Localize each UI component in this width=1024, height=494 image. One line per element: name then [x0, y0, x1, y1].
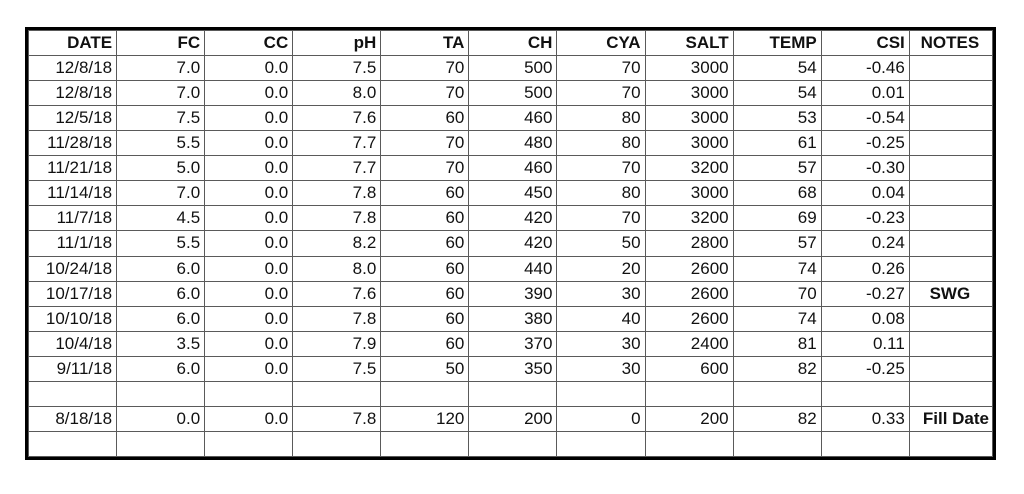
- cell-ch: [469, 381, 557, 406]
- cell-cc: 0.0: [205, 106, 293, 131]
- cell-cc: 0.0: [205, 331, 293, 356]
- cell-temp: 69: [733, 206, 821, 231]
- cell-csi: -0.25: [821, 356, 909, 381]
- table-row: [29, 56, 993, 81]
- cell-cya: [557, 431, 645, 456]
- cell-ta: 60: [381, 306, 469, 331]
- cell-notes: [909, 106, 992, 131]
- cell-ch: 370: [469, 331, 557, 356]
- cell-ta: [381, 431, 469, 456]
- table-row: [29, 431, 993, 456]
- cell-temp: 81: [733, 331, 821, 356]
- cell-cya: [557, 381, 645, 406]
- cell-csi: 0.26: [821, 256, 909, 281]
- cell-fc: 0.0: [117, 406, 205, 431]
- cell-temp: 70: [733, 281, 821, 306]
- table-row: [29, 206, 993, 231]
- cell-temp: 54: [733, 81, 821, 106]
- cell-ph: [293, 431, 381, 456]
- cell-cya: 50: [557, 231, 645, 256]
- cell-salt: 3000: [645, 81, 733, 106]
- cell-fc: 6.0: [117, 256, 205, 281]
- cell-cya: 0: [557, 406, 645, 431]
- cell-cya: 30: [557, 331, 645, 356]
- header-csi: CSI: [821, 31, 909, 56]
- cell-ph: 7.5: [293, 356, 381, 381]
- cell-temp: 82: [733, 406, 821, 431]
- header-cc: CC: [205, 31, 293, 56]
- cell-ph: 7.8: [293, 181, 381, 206]
- cell-notes: [909, 56, 992, 81]
- cell-fc: 7.5: [117, 106, 205, 131]
- cell-ta: 120: [381, 406, 469, 431]
- cell-ta: 60: [381, 106, 469, 131]
- cell-notes: [909, 231, 992, 256]
- cell-temp: 74: [733, 306, 821, 331]
- cell-temp: 68: [733, 181, 821, 206]
- cell-temp: 61: [733, 131, 821, 156]
- cell-ph: 7.8: [293, 206, 381, 231]
- cell-ch: 420: [469, 206, 557, 231]
- cell-ta: 60: [381, 281, 469, 306]
- pool-log-sheet: [25, 27, 996, 460]
- cell-salt: [645, 431, 733, 456]
- cell-ta: 70: [381, 56, 469, 81]
- cell-ph: [293, 381, 381, 406]
- cell-csi: -0.46: [821, 56, 909, 81]
- cell-cc: 0.0: [205, 131, 293, 156]
- cell-notes: [909, 156, 992, 181]
- cell-date: 12/8/18: [29, 56, 117, 81]
- cell-date: 10/10/18: [29, 306, 117, 331]
- cell-temp: 82: [733, 356, 821, 381]
- cell-salt: 3200: [645, 156, 733, 181]
- cell-cya: 70: [557, 81, 645, 106]
- cell-ch: 200: [469, 406, 557, 431]
- header-date: DATE: [29, 31, 117, 56]
- cell-csi: -0.30: [821, 156, 909, 181]
- cell-notes: [909, 256, 992, 281]
- cell-notes: [909, 181, 992, 206]
- cell-fc: [117, 381, 205, 406]
- cell-notes: [909, 381, 992, 406]
- cell-csi: -0.54: [821, 106, 909, 131]
- header-notes: NOTES: [909, 31, 992, 56]
- cell-notes: [909, 81, 992, 106]
- cell-cc: 0.0: [205, 206, 293, 231]
- cell-cc: 0.0: [205, 256, 293, 281]
- cell-fc: 5.5: [117, 231, 205, 256]
- cell-fc: 7.0: [117, 56, 205, 81]
- header-ph: pH: [293, 31, 381, 56]
- cell-temp: 53: [733, 106, 821, 131]
- cell-ta: 70: [381, 156, 469, 181]
- cell-cc: 0.0: [205, 181, 293, 206]
- cell-ph: 7.8: [293, 306, 381, 331]
- cell-date: [29, 431, 117, 456]
- cell-fc: 5.0: [117, 156, 205, 181]
- table-row: [29, 106, 993, 131]
- cell-temp: 54: [733, 56, 821, 81]
- cell-fc: [117, 431, 205, 456]
- cell-fc: 6.0: [117, 281, 205, 306]
- table-row: [29, 381, 993, 406]
- cell-ch: 480: [469, 131, 557, 156]
- cell-csi: -0.27: [821, 281, 909, 306]
- cell-cya: 80: [557, 106, 645, 131]
- cell-cc: 0.0: [205, 81, 293, 106]
- cell-ph: 7.8: [293, 406, 381, 431]
- cell-date: 11/28/18: [29, 131, 117, 156]
- cell-salt: 3000: [645, 131, 733, 156]
- cell-ph: 7.6: [293, 281, 381, 306]
- cell-ch: 460: [469, 156, 557, 181]
- cell-ph: 7.7: [293, 156, 381, 181]
- cell-salt: 2400: [645, 331, 733, 356]
- table-row: [29, 356, 993, 381]
- cell-csi: 0.33: [821, 406, 909, 431]
- cell-date: 9/11/18: [29, 356, 117, 381]
- table-row: [29, 181, 993, 206]
- cell-ph: 7.5: [293, 56, 381, 81]
- cell-cya: 40: [557, 306, 645, 331]
- pool-chemistry-table: [28, 30, 993, 457]
- cell-csi: 0.11: [821, 331, 909, 356]
- cell-notes: [909, 206, 992, 231]
- cell-ch: 500: [469, 56, 557, 81]
- cell-cc: 0.0: [205, 306, 293, 331]
- cell-fc: 3.5: [117, 331, 205, 356]
- cell-ph: 7.6: [293, 106, 381, 131]
- cell-ch: 390: [469, 281, 557, 306]
- cell-salt: [645, 381, 733, 406]
- table-row: [29, 131, 993, 156]
- cell-cya: 30: [557, 281, 645, 306]
- cell-fc: 6.0: [117, 306, 205, 331]
- cell-notes: SWG: [909, 281, 992, 306]
- cell-ta: 50: [381, 356, 469, 381]
- cell-fc: 7.0: [117, 181, 205, 206]
- cell-date: 12/5/18: [29, 106, 117, 131]
- table-row: [29, 306, 993, 331]
- cell-cc: 0.0: [205, 231, 293, 256]
- cell-ta: 60: [381, 331, 469, 356]
- cell-temp: [733, 381, 821, 406]
- cell-cc: 0.0: [205, 406, 293, 431]
- cell-date: 11/14/18: [29, 181, 117, 206]
- cell-cc: [205, 381, 293, 406]
- cell-ch: 460: [469, 106, 557, 131]
- cell-csi: 0.01: [821, 81, 909, 106]
- cell-cya: 80: [557, 131, 645, 156]
- cell-ta: 60: [381, 181, 469, 206]
- cell-cc: 0.0: [205, 56, 293, 81]
- header-ta: TA: [381, 31, 469, 56]
- cell-ch: [469, 431, 557, 456]
- cell-ph: 8.0: [293, 81, 381, 106]
- header-ch: CH: [469, 31, 557, 56]
- table-row: [29, 281, 993, 306]
- cell-cc: 0.0: [205, 356, 293, 381]
- cell-date: 10/4/18: [29, 331, 117, 356]
- cell-date: 11/1/18: [29, 231, 117, 256]
- cell-ch: 380: [469, 306, 557, 331]
- table-row: [29, 231, 993, 256]
- table-row: [29, 331, 993, 356]
- cell-notes: [909, 131, 992, 156]
- cell-salt: 2600: [645, 306, 733, 331]
- cell-ta: [381, 381, 469, 406]
- table-body: [29, 56, 993, 457]
- cell-ch: 450: [469, 181, 557, 206]
- cell-csi: -0.25: [821, 131, 909, 156]
- cell-temp: 57: [733, 231, 821, 256]
- cell-ta: 60: [381, 256, 469, 281]
- header-salt: SALT: [645, 31, 733, 56]
- cell-ph: 7.9: [293, 331, 381, 356]
- cell-salt: 3000: [645, 181, 733, 206]
- cell-date: [29, 381, 117, 406]
- cell-fc: 5.5: [117, 131, 205, 156]
- cell-cya: 70: [557, 156, 645, 181]
- cell-ch: 350: [469, 356, 557, 381]
- cell-cc: [205, 431, 293, 456]
- cell-cya: 20: [557, 256, 645, 281]
- cell-date: 11/21/18: [29, 156, 117, 181]
- header-row: [29, 31, 993, 56]
- header-fc: FC: [117, 31, 205, 56]
- table-row: [29, 256, 993, 281]
- cell-ch: 500: [469, 81, 557, 106]
- table-row: [29, 81, 993, 106]
- cell-cya: 30: [557, 356, 645, 381]
- cell-date: 12/8/18: [29, 81, 117, 106]
- cell-temp: [733, 431, 821, 456]
- cell-csi: 0.08: [821, 306, 909, 331]
- header-cya: CYA: [557, 31, 645, 56]
- cell-salt: 2800: [645, 231, 733, 256]
- cell-ta: 70: [381, 81, 469, 106]
- cell-temp: 74: [733, 256, 821, 281]
- cell-date: 10/17/18: [29, 281, 117, 306]
- cell-ch: 440: [469, 256, 557, 281]
- cell-fc: 4.5: [117, 206, 205, 231]
- cell-salt: 3000: [645, 56, 733, 81]
- cell-temp: 57: [733, 156, 821, 181]
- cell-ph: 8.0: [293, 256, 381, 281]
- cell-csi: 0.24: [821, 231, 909, 256]
- cell-ch: 420: [469, 231, 557, 256]
- cell-fc: 6.0: [117, 356, 205, 381]
- cell-fc: 7.0: [117, 81, 205, 106]
- cell-csi: 0.04: [821, 181, 909, 206]
- cell-salt: 200: [645, 406, 733, 431]
- header-temp: TEMP: [733, 31, 821, 56]
- cell-csi: [821, 381, 909, 406]
- table-row: [29, 156, 993, 181]
- cell-salt: 3000: [645, 106, 733, 131]
- cell-salt: 2600: [645, 281, 733, 306]
- cell-date: 8/18/18: [29, 406, 117, 431]
- cell-ta: 60: [381, 206, 469, 231]
- cell-ta: 60: [381, 231, 469, 256]
- cell-ph: 7.7: [293, 131, 381, 156]
- cell-ph: 8.2: [293, 231, 381, 256]
- cell-notes: [909, 331, 992, 356]
- cell-date: 11/7/18: [29, 206, 117, 231]
- cell-notes: [909, 306, 992, 331]
- table-row: [29, 406, 993, 431]
- cell-salt: 600: [645, 356, 733, 381]
- cell-cc: 0.0: [205, 281, 293, 306]
- cell-cya: 80: [557, 181, 645, 206]
- cell-csi: [821, 431, 909, 456]
- cell-cya: 70: [557, 56, 645, 81]
- cell-notes: [909, 431, 992, 456]
- cell-notes: [909, 356, 992, 381]
- cell-salt: 2600: [645, 256, 733, 281]
- cell-cc: 0.0: [205, 156, 293, 181]
- cell-salt: 3200: [645, 206, 733, 231]
- cell-date: 10/24/18: [29, 256, 117, 281]
- cell-notes: Fill Date: [909, 406, 992, 431]
- cell-cya: 70: [557, 206, 645, 231]
- cell-csi: -0.23: [821, 206, 909, 231]
- cell-ta: 70: [381, 131, 469, 156]
